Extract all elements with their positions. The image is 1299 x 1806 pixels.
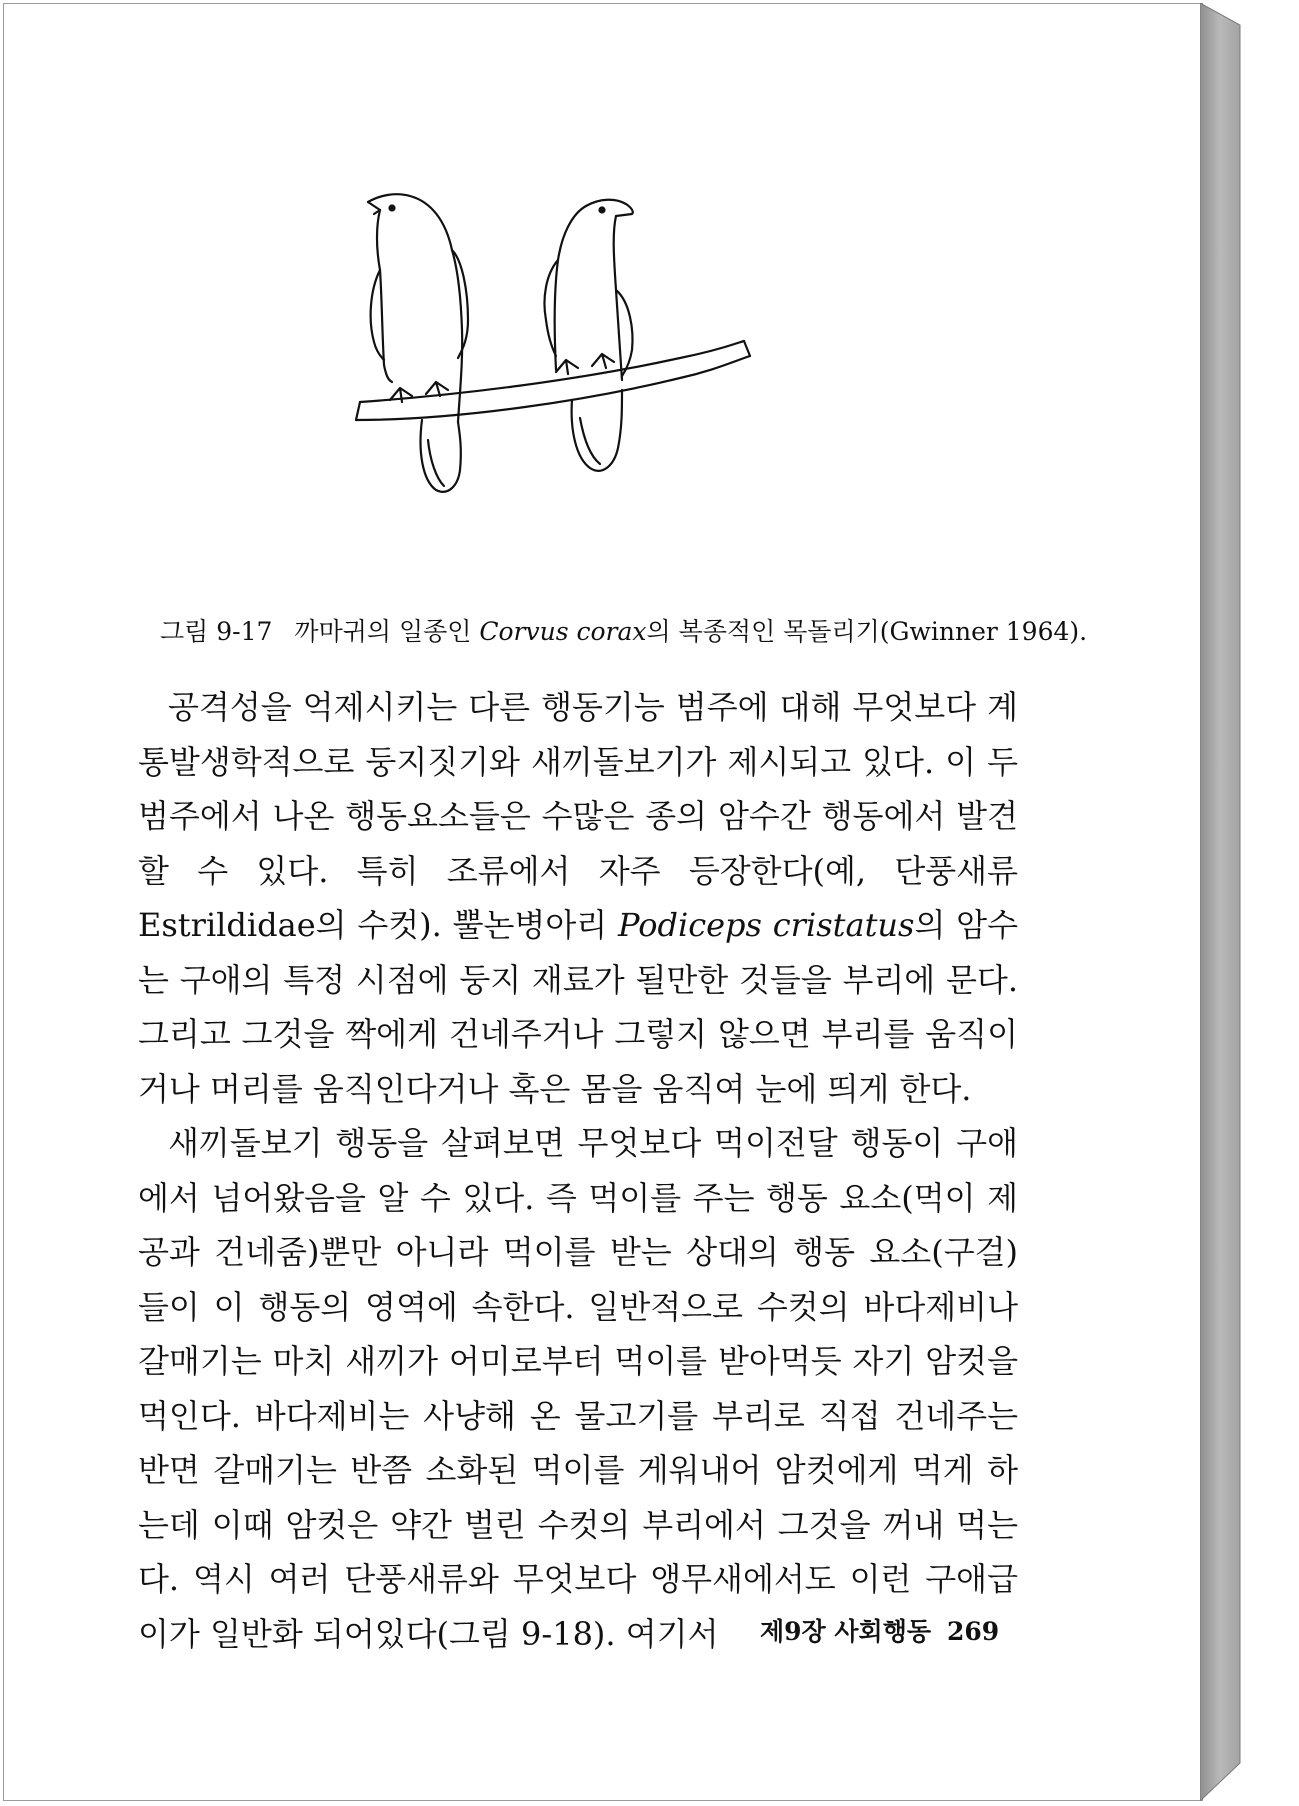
caption-text-after: 의 복종적인 목돌리기(Gwinner 1964). (646, 617, 1088, 646)
figure-ravens-illustration (340, 190, 820, 590)
figure-label: 그림 9-17 (160, 617, 273, 646)
paragraph-1-species-name: Podiceps cristatus (617, 906, 915, 944)
caption-species-name: Corvus corax (479, 617, 647, 646)
figure-caption (160, 612, 1088, 648)
body-text (138, 680, 1018, 1661)
page-number: 269 (947, 1617, 1000, 1646)
paragraph-1 (138, 680, 1018, 1116)
caption-text-before: 까마귀의 일종인 (294, 617, 480, 646)
chapter-title: 제9장 사회행동 (760, 1617, 931, 1646)
ravens-drawing (340, 190, 820, 590)
paragraph-2: 새끼돌보기 행동을 살펴보면 무엇보다 먹이전달 행동이 구애에서 넘어왔음을 알 수 있다. 즉 먹이를 주는 행동 요소(먹이 제공과 건네줌)뿐만 아니라 먹이를 받는 상대의 행동 요소(구걸)들이 이 행동의 영역에 속한다. 일반적으로 수컷의 바다제비나 갈매기는 마치 새끼가 어미로부터 먹이를 받아먹듯 자기 암컷을 먹인다. 바다제비는 사냥해 온 물고기를 부리로 직접 건네주는 반면 갈매기는 반쯤 소화된 먹이를 게워내어 암컷에게 먹게 하는데 이때 암컷은 약간 벌린 수컷의 부리에서 그것을 꺼내 먹는다. 역시 여러 단풍새류와 무엇보다 앵무새에서도 이런 구애급이가 일반화 되어있다(그림 9-18). 여기서 (138, 1124, 1018, 1653)
page-footer (760, 1612, 999, 1648)
paragraph-1-text-before: 공격성을 억제시키는 다른 행동기능 범주에 대해 무엇보다 계통발생학적으로 둥지짓기와 새끼돌보기가 제시되고 있다. 이 두 범주에서 나온 행동요소들은 수많은 종의 암수간 행동에서 발견할 수 있다. 특히 조류에서 자주 등장한다(예, 단풍새류 Estrildidae의 수컷). 뿔논병아리 (138, 688, 1018, 944)
paragraph-1-text-after: 의 암수는 구애의 특정 시점에 둥지 재료가 될만한 것들을 부리에 문다. 그리고 그것을 짝에게 건네주거나 그렇지 않으면 부리를 움직이거나 머리를 움직인다거나 혹은 몸을 움직여 눈에 띄게 한다. (138, 906, 1018, 1108)
page-edge-shadow (1200, 3, 1258, 1801)
